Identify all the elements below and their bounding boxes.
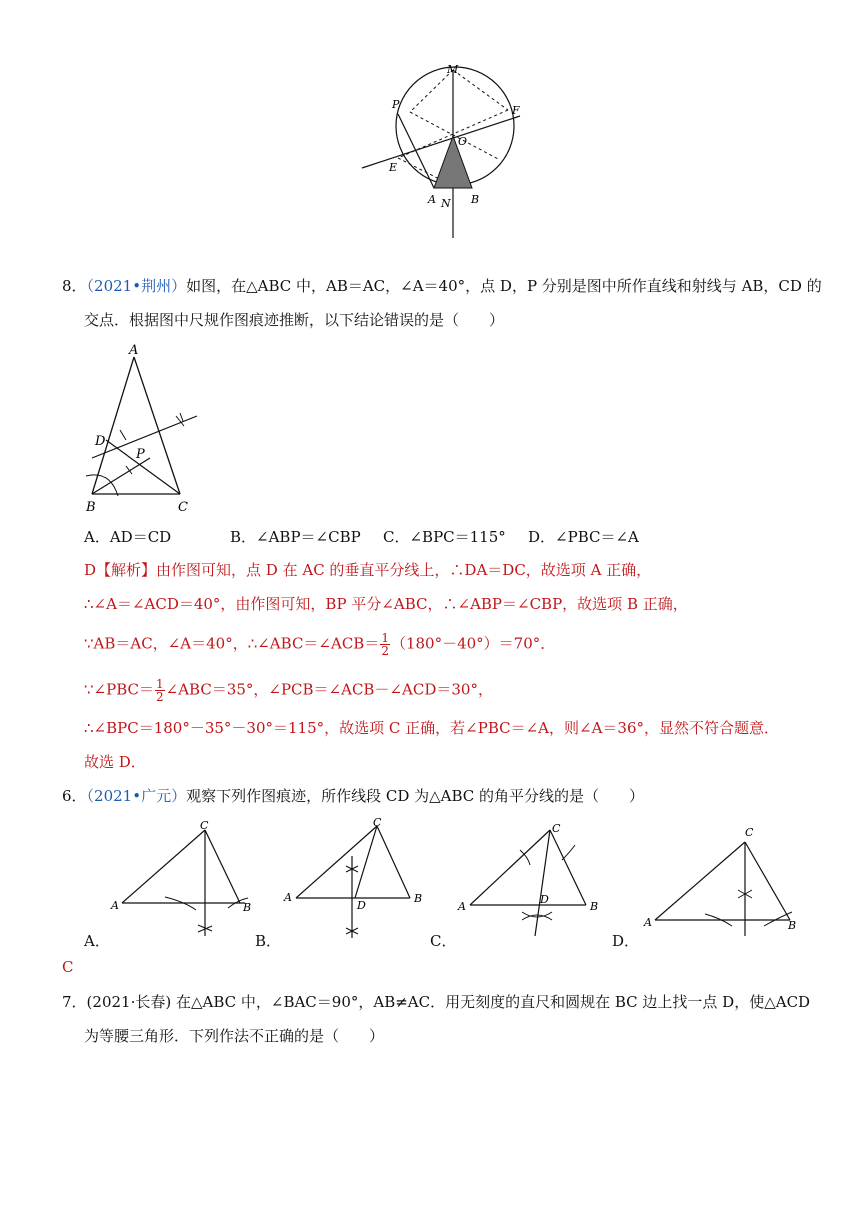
svg-text:A: A — [458, 900, 466, 913]
q8-label-D: D — [95, 434, 106, 449]
q6-figure-a — [110, 815, 260, 940]
q6-source: （2021•广元） — [86, 787, 187, 805]
q6-figure-b — [280, 815, 430, 940]
svg-text:B: B — [590, 900, 599, 913]
label-B: B — [471, 193, 480, 206]
svg-text:B: B — [788, 919, 797, 932]
q8-analysis-4: ∵∠PBC＝ $\frac{1}{2}$ ∠ABC＝35°，∠PCB＝∠ACB－∠ACD＝30°， — [84, 677, 493, 704]
svg-text:C: C — [745, 826, 754, 839]
svg-text:B: B — [414, 892, 423, 905]
svg-text:A: A — [111, 899, 119, 912]
q6-line1 — [62, 786, 644, 806]
q8-option-d: D．∠PBC＝∠A — [528, 528, 639, 546]
q8-triangle-figure — [80, 340, 205, 515]
circle-construction-figure — [355, 60, 535, 245]
svg-text:C: C — [373, 816, 382, 829]
q6-answer: C — [62, 958, 74, 976]
q8-option-b: B．∠ABP＝∠CBP — [230, 528, 361, 546]
q8-analysis-2: ∴∠A＝∠ACD＝40°，由作图可知，BP 平分∠ABC，∴∠ABP＝∠CBP，故选项 B 正确， — [84, 595, 688, 613]
svg-text:D: D — [540, 893, 549, 906]
label-F: F — [512, 104, 520, 117]
q6-option-d: D． — [612, 932, 640, 950]
q8-label-A: A — [129, 343, 139, 358]
label-E: E — [389, 161, 398, 174]
q8-label-C: C — [178, 500, 188, 515]
q8-analysis-1: D【解析】由作图可知，点 D 在 AC 的垂直平分线上，∴DA＝DC，故选项 A 正确， — [84, 561, 652, 579]
q8-line1 — [62, 276, 822, 296]
q6-text: 观察下列作图痕迹，所作线段 CD 为△ABC 的角平分线的是（ ） — [186, 787, 645, 805]
q6-figure-c — [455, 815, 605, 940]
q8-analysis-5: ∴∠BPC＝180°－35°－30°＝115°，故选项 C 正确，若∠PBC＝∠A，则∠A＝36°，显然不符合题意． — [84, 719, 779, 737]
label-O: O — [458, 135, 468, 148]
svg-text:C: C — [552, 822, 561, 835]
q8-analysis-6: 故选 D． — [84, 753, 146, 771]
fraction-half-2: $\frac{1}{2}$ — [155, 677, 164, 704]
label-N: N — [441, 197, 451, 210]
q8-source: （2021•荆州） — [86, 277, 187, 295]
q8-number: 8． — [62, 277, 87, 295]
q7-line2: 为等腰三角形．下列作法不正确的是（ ） — [84, 1027, 385, 1045]
q8-analysis-3: ∵AB＝AC，∠A＝40°，∴∠ABC＝∠ACB＝ $\frac{1}{2}$ （180°－40°）＝70°． — [84, 631, 556, 658]
q8-label-B: B — [86, 500, 96, 515]
q6-option-c: C． — [430, 932, 457, 950]
svg-text:C: C — [200, 819, 209, 832]
q6-option-b: B． — [255, 932, 282, 950]
q8-text-1: 如图，在△ABC 中，AB＝AC，∠A＝40°，点 D，P 分别是图中所作直线和射线与 AB，CD 的 — [186, 277, 822, 295]
svg-text:A: A — [284, 891, 292, 904]
q7-line1: 7．(2021·长春) 在△ABC 中，∠BAC＝90°，AB≠AC．用无刻度的直尺和圆规在 BC 边上找一点 D，使△ACD — [62, 993, 811, 1011]
q6-option-a: A． — [84, 932, 110, 950]
label-A: A — [428, 193, 436, 206]
q8-line2: 交点．根据图中尺规作图痕迹推断，以下结论错误的是（ ） — [84, 311, 505, 329]
fraction-half: $\frac{1}{2}$ — [381, 631, 389, 658]
svg-text:D: D — [357, 899, 366, 912]
svg-text:A: A — [644, 916, 652, 929]
q8-option-a: A．AD＝CD — [84, 528, 172, 546]
label-P: P — [392, 98, 400, 111]
q8-label-P: P — [136, 447, 145, 462]
q6-number: 6． — [62, 787, 87, 805]
svg-text:B: B — [243, 901, 252, 914]
q8-option-c: C．∠BPC＝115° — [383, 528, 506, 546]
q6-figure-d — [640, 820, 805, 940]
label-M: M — [447, 63, 459, 76]
